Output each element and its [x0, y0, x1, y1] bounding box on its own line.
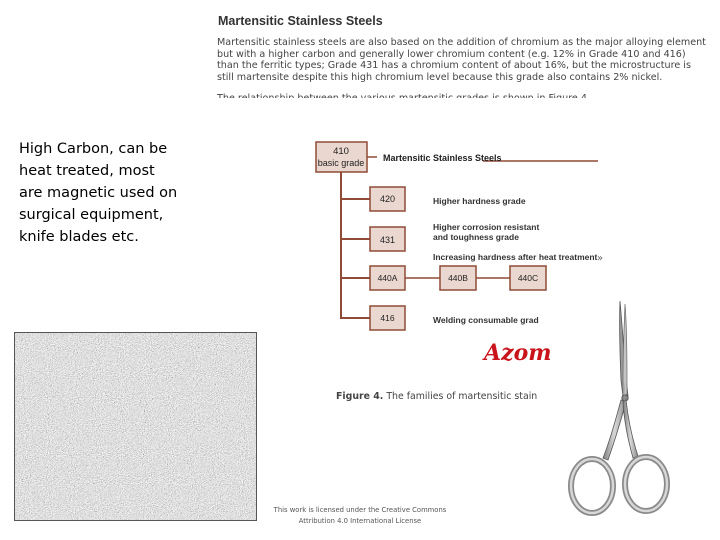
grade-description-416: Welding consumable grad: [433, 315, 539, 325]
grade-description-420: Higher hardness grade: [433, 196, 526, 206]
diagram-title: Martensitic Stainless Steels: [383, 153, 502, 163]
grade-description-431-line2: and toughness grade: [433, 232, 519, 242]
heat-treatment-label: Increasing hardness after heat treatment: [433, 252, 598, 262]
grade-label-431: 431: [379, 235, 396, 245]
figure-caption-text: The families of martensitic stain: [383, 391, 538, 402]
grade-label-416: 416: [380, 313, 395, 323]
article-body-line: Martensitic stainless steels are also based on the addition of chromium as the major alloying element: [217, 37, 706, 48]
side-text-line: surgical equipment,: [19, 207, 164, 223]
surgical-scissors-image: [566, 298, 672, 532]
grade-description-431: Higher corrosion resistant: [433, 222, 540, 232]
azom-logo: Azom: [484, 340, 552, 366]
text-cutoff-strip: [205, 98, 720, 106]
article-body: [217, 37, 720, 83]
grade-label-440c: 440C: [517, 273, 539, 283]
license-notice: [258, 505, 462, 526]
side-text-line: High Carbon, can be: [19, 141, 168, 157]
figure-caption: [336, 391, 538, 402]
article-section: [217, 14, 720, 104]
license-line[interactable]: This work is licensed under the Creative Commons: [273, 506, 447, 514]
article-body-line: but with a higher carbon and generally lower chromium content (e.g. 12% in Grade 410 and 416): [217, 48, 686, 60]
side-text-line: knife blades etc.: [19, 229, 139, 245]
noisy-micrograph-image: [14, 332, 257, 521]
side-text-line: heat treated, most: [19, 163, 155, 179]
article-title: Martensitic Stainless Steels: [218, 14, 383, 28]
article-body-line: still martensite despite this high chromium level because this grade also contains 2% nickel.: [217, 71, 663, 83]
grade-label-420: 420: [379, 194, 396, 204]
side-description: [19, 138, 209, 248]
grade-label-440b: 440B: [448, 273, 468, 283]
article-body-line: than the ferritic types; Grade 431 has a chromium content of about 16%, but the microstructure is: [217, 60, 691, 72]
figure-caption-prefix: Figure 4.: [336, 391, 384, 402]
side-text-line: are magnetic used on: [19, 185, 178, 201]
root-grade-label: 410: [333, 146, 349, 157]
license-line[interactable]: Attribution 4.0 International License: [298, 516, 422, 525]
grade-label-440a: 440A: [377, 273, 398, 283]
root-grade-sub-label: basic grade: [317, 158, 365, 168]
double-arrow-icon: »: [597, 253, 604, 264]
